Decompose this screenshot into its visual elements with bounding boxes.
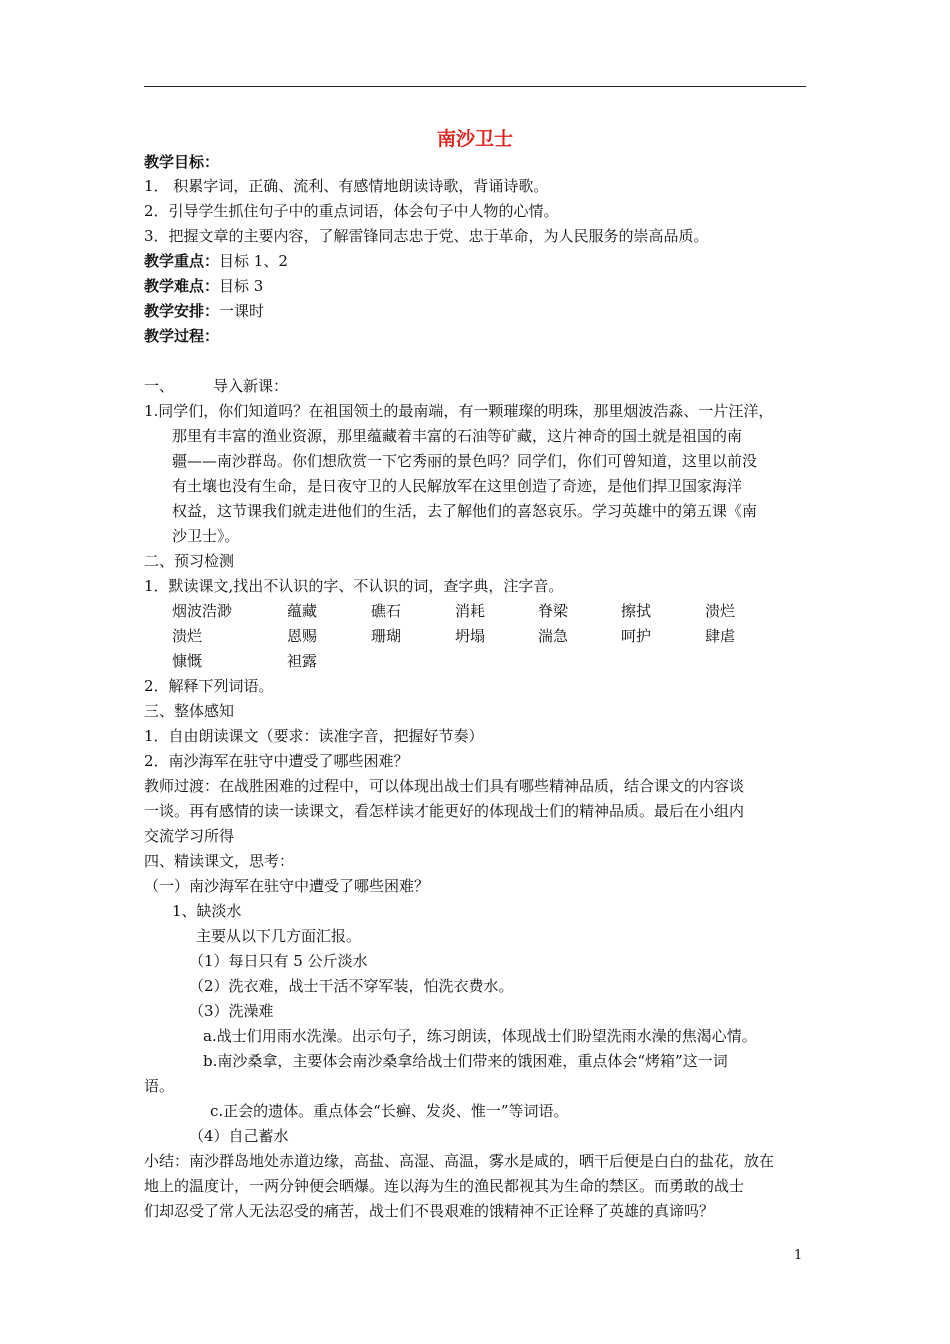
header-rule	[144, 86, 806, 87]
key-points	[144, 249, 288, 273]
vocab-word: 呵护	[621, 627, 652, 645]
vocab-word: 珊瑚	[371, 627, 402, 645]
reading-question: （一）南沙海军在驻守中遭受了哪些困难？	[144, 877, 430, 895]
transition-line: 交流学习所得	[144, 827, 235, 845]
goal-item: 3．把握文章的主要内容，了解雷锋同志忠于党、忠于革命，为人民服务的崇高品质。	[144, 227, 709, 245]
vocab-word: 脊梁	[538, 602, 569, 620]
vocab-word: 烟波浩渺	[172, 602, 233, 620]
page-number: 1	[794, 1248, 803, 1263]
difficulty-label: 教学难点：	[144, 277, 220, 295]
reading-subpoint: a.战士们用雨水洗澡。出示句子，练习朗读，体现战士们盼望洗雨水澡的焦渴心情。	[203, 1027, 757, 1045]
arrangement-value: 一课时	[219, 302, 265, 320]
arrangement-label: 教学安排：	[144, 302, 220, 320]
reading-subheading: 1、缺淡水	[172, 902, 242, 920]
reading-point: （4）自己蓄水	[189, 1127, 289, 1145]
section-2-title: 二、预习检测	[144, 552, 235, 570]
transition-line: 教师过渡：在战胜困难的过程中，可以体现出战士们具有哪些精神品质，结合课文的内容谈	[144, 777, 745, 795]
intro-line: 有土壤也没有生命，是日夜守卫的人民解放军在这里创造了奇迹，是他们捍卫国家海洋	[172, 477, 743, 495]
vocab-word: 消耗	[455, 602, 486, 620]
transition-line: 一谈。再有感情的读一读课文，看怎样读才能更好的体现战士们的精神品质。最后在小组内	[144, 802, 745, 820]
intro-line: 权益，这节课我们就走进他们的生活，去了解他们的喜怒哀乐。学习英雄中的第五课《南	[172, 502, 758, 520]
preview-item: 1．默读课文,找出不认识的字、不认识的词，查字典，注字音。	[144, 577, 564, 595]
reading-point: （3）洗澡难	[189, 1002, 274, 1020]
key-value: 目标 1、2	[219, 252, 288, 270]
vocab-word: 蕴藏	[287, 602, 318, 620]
reading-point: （1）每日只有 5 公斤淡水	[189, 952, 368, 970]
section-4-title: 四、精读课文，思考：	[144, 852, 295, 870]
summary-line: 小结：南沙群岛地处赤道边缘，高盐、高湿、高温，雾水是咸的，晒干后便是白白的盐花，放在	[144, 1152, 775, 1170]
section-3-title: 三、整体感知	[144, 702, 235, 720]
vocab-word: 礁石	[371, 602, 402, 620]
vocab-word: 肆虐	[705, 627, 736, 645]
difficulty-points	[144, 274, 263, 298]
intro-line: 疆——南沙群岛。你们想欣赏一下它秀丽的景色吗？同学们，你们可曾知道，这里以前没	[172, 452, 758, 470]
intro-line: 那里有丰富的渔业资源，那里蕴藏着丰富的石油等矿藏，这片神奇的国土就是祖国的南	[172, 427, 743, 445]
key-label: 教学重点：	[144, 252, 220, 270]
section-1-title: 导入新课：	[213, 377, 289, 395]
reading-subpoint: c.正会的遗体。重点体会“长癣、发炎、惟一”等词语。	[210, 1102, 569, 1120]
difficulty-value: 目标 3	[219, 277, 264, 295]
goal-item: 2．引导学生抓住句子中的重点词语，体会句子中人物的心情。	[144, 202, 559, 220]
vocab-word: 袒露	[287, 652, 318, 670]
vocab-word: 坍塌	[455, 627, 486, 645]
vocab-word: 擦拭	[621, 602, 652, 620]
preview-item: 2．解释下列词语。	[144, 677, 274, 695]
vocab-word: 溃烂	[705, 602, 736, 620]
perception-item: 2．南沙海军在驻守中遭受了哪些困难？	[144, 752, 409, 770]
page-title: 南沙卫士	[436, 128, 513, 150]
intro-line: 1.同学们，你们知道吗？在祖国领土的最南端，有一颗璀璨的明珠，那里烟波浩淼、一片汪洋，	[144, 402, 774, 420]
perception-item: 1．自由朗读课文（要求：读准字音，把握好节奏）	[144, 727, 484, 745]
section-1-number: 一、	[144, 377, 175, 395]
reading-point: （2）洗衣难，战士干活不穿军装，怕洗衣费水。	[189, 977, 514, 995]
reading-subpoint: b.南沙桑拿，主要体会南沙桑拿给战士们带来的饿困难，重点体会“烤箱”这一词	[203, 1052, 728, 1070]
vocab-word: 湍急	[538, 627, 569, 645]
reading-text: 主要从以下几方面汇报。	[196, 927, 362, 945]
vocab-word: 溃烂	[172, 627, 203, 645]
summary-line: 地上的温度计，一两分钟便会晒爆。连以海为生的渔民都视其为生命的禁区。而勇敢的战士	[144, 1177, 745, 1195]
goal-item: 1． 积累字词，正确、流利、有感情地朗读诗歌，背诵诗歌。	[144, 177, 549, 195]
arrangement	[144, 299, 264, 323]
intro-line: 沙卫士》。	[172, 527, 240, 545]
goals-heading: 教学目标：	[144, 153, 220, 171]
summary-line: 们却忍受了常人无法忍受的痛苦，战士们不畏艰难的饿精神不正诠释了英雄的真谛吗？	[144, 1202, 715, 1220]
vocab-word: 恩赐	[287, 627, 318, 645]
process-heading: 教学过程：	[144, 327, 220, 345]
reading-subpoint-cont: 语。	[144, 1077, 175, 1095]
vocab-word: 慷慨	[172, 652, 203, 670]
